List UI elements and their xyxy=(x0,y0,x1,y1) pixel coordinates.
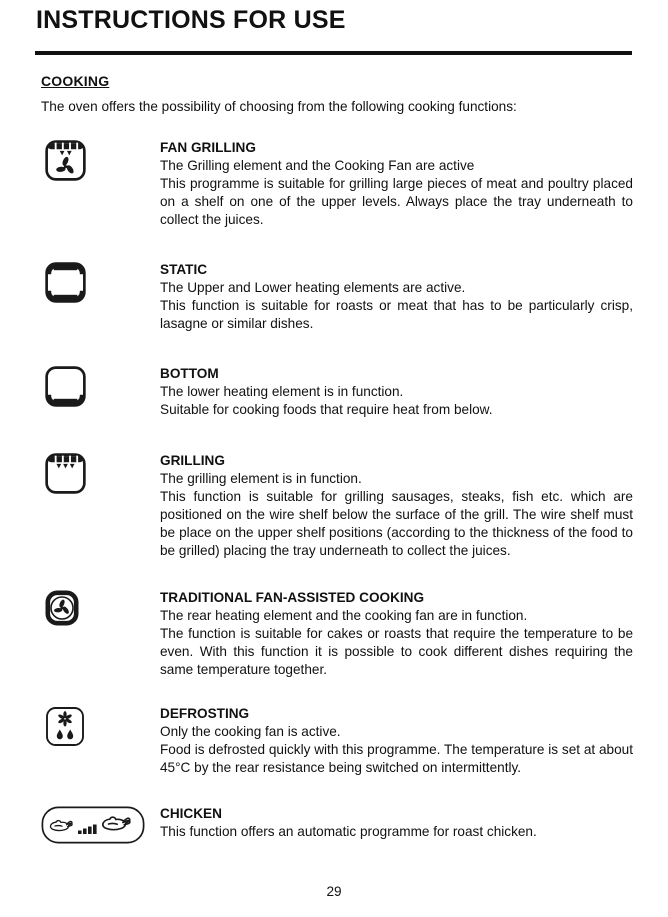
function-summary: The lower heating element is in function. xyxy=(160,384,404,399)
function-description: This programme is suitable for grilling large pieces of meat and poultry placed on a shelf on one of the upper levels. Always place the tray underneath to collect the juices. xyxy=(160,176,633,227)
fan-assisted-icon xyxy=(45,590,79,626)
function-description: This function is suitable for grilling sausages, steaks, fish etc. which are positioned on the wire shelf below the surface of the grill. The wire shelf must be place on the upper shelf positions (according to the thickness of the food to be grilled) placing the tray underneath to collect the juices. xyxy=(160,489,633,558)
function-name: DEFROSTING xyxy=(160,706,250,721)
cooking-heading: COOKING xyxy=(41,73,110,89)
function-description: This function is suitable for roasts or meat that has to be particularly crisp, lasagne or similar dishes. xyxy=(160,298,633,331)
function-description: Food is defrosted quickly with this programme. The temperature is set at about 45°C by the rear resistance being switched on intermittently. xyxy=(160,742,633,775)
fan-grilling-icon xyxy=(45,140,86,181)
function-row-defrosting xyxy=(35,705,633,777)
page-number: 29 xyxy=(326,884,342,899)
function-summary: Only the cooking fan is active. xyxy=(160,724,341,739)
function-name: CHICKEN xyxy=(160,806,222,821)
function-description: Suitable for cooking foods that require heat from below. xyxy=(160,402,493,417)
function-name: BOTTOM xyxy=(160,366,219,381)
function-summary: This function offers an automatic programme for roast chicken. xyxy=(160,824,537,839)
function-row-static xyxy=(35,261,633,333)
title-rule xyxy=(35,51,632,55)
bottom-heat-icon xyxy=(45,366,86,407)
function-name: STATIC xyxy=(160,262,208,277)
function-row-fan-grilling xyxy=(35,139,633,229)
defrosting-icon xyxy=(45,706,85,747)
function-name: FAN GRILLING xyxy=(160,140,256,155)
page-title: INSTRUCTIONS FOR USE xyxy=(36,6,346,34)
static-icon xyxy=(45,262,86,303)
function-name: GRILLING xyxy=(160,453,225,468)
chicken-icon xyxy=(41,806,145,844)
function-row-fan-assisted xyxy=(35,589,633,679)
intro-text: The oven offers the possibility of choosing from the following cooking functions: xyxy=(41,99,517,114)
function-row-bottom xyxy=(35,365,633,419)
function-summary: The Upper and Lower heating elements are active. xyxy=(160,280,466,295)
function-name: TRADITIONAL FAN-ASSISTED COOKING xyxy=(160,590,425,605)
function-row-grilling xyxy=(35,452,633,560)
grilling-icon xyxy=(45,453,86,494)
function-summary: The grilling element is in function. xyxy=(160,471,362,486)
function-summary: The rear heating element and the cooking fan are in function. xyxy=(160,608,528,623)
function-row-chicken xyxy=(35,805,633,844)
function-summary: The Grilling element and the Cooking Fan are active xyxy=(160,158,475,173)
function-list xyxy=(35,139,633,844)
function-description: The function is suitable for cakes or roasts that require the temperature to be even. With this function it is possible to cook different dishes requiring the same temperature together. xyxy=(160,626,633,677)
